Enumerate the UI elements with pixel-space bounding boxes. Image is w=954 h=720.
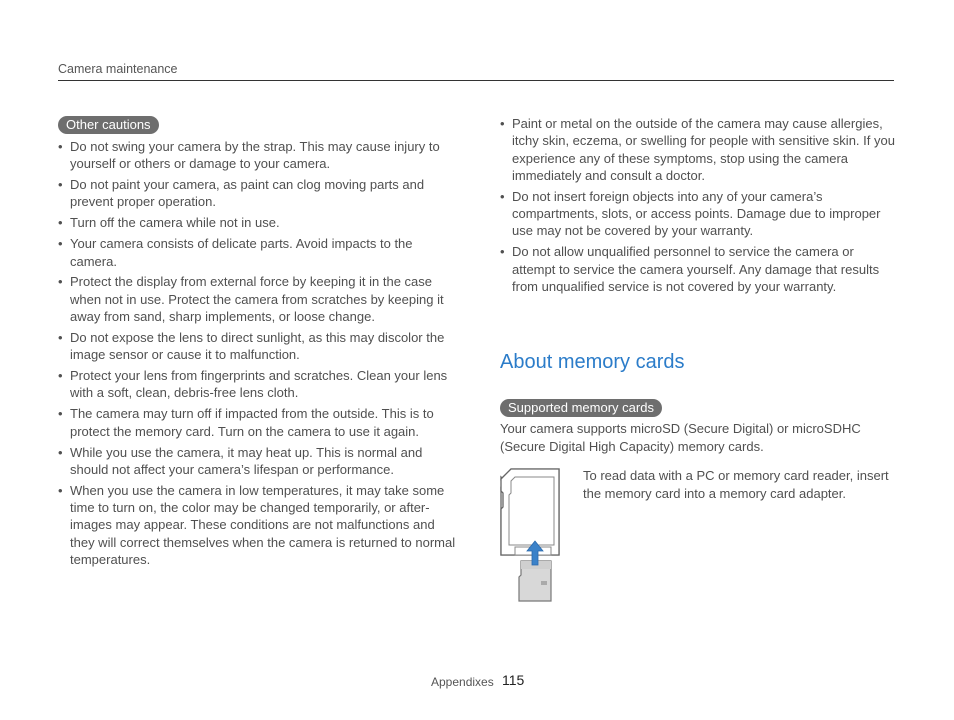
sd-adapter-with-microsd-icon — [497, 465, 561, 607]
header-divider — [58, 80, 894, 81]
list-item: • Do not allow unqualified personnel to service the camera or attempt to service the camera yourself. Any damage that results from unqualified service is not covered by your warranty. — [500, 243, 898, 295]
supported-memory-cards-heading: Supported memory cards — [500, 399, 662, 417]
memory-card-intro: Your camera supports microSD (Secure Digital) or microSDHC (Secure Digital High Capacity) memory cards. — [500, 421, 861, 454]
other-cautions-list — [58, 138, 458, 572]
list-item: • Paint or metal on the outside of the camera may cause allergies, itchy skin, eczema, or swelling for people with sensitive skin. If you experience any of these symptoms, stop using the camera immediately and consult a doctor. — [500, 115, 898, 184]
list-item: • Protect your lens from fingerprints and scratches. Clean your lens with a soft, clean, debris-free lens cloth. — [58, 367, 458, 402]
additional-cautions-list — [500, 115, 898, 299]
other-cautions-heading: Other cautions — [58, 116, 159, 134]
footer-section-label: Appendixes — [431, 675, 494, 689]
list-item: • While you use the camera, it may heat up. This is normal and should not affect your camera’s lifespan or performance. — [58, 444, 458, 479]
list-item: • Do not insert foreign objects into any of your camera’s compartments, slots, or access points. Damage due to improper use may not be covered by your warranty. — [500, 188, 898, 240]
list-item: • When you use the camera in low temperatures, it may take some time to turn on, the color may be changed temporarily, or after-images may appear. These conditions are not malfunctions and they will correct themselves when the camera is returned to normal temperatures. — [58, 482, 458, 568]
list-item: • Do not paint your camera, as paint can clog moving parts and prevent proper operation. — [58, 176, 458, 211]
adapter-note: To read data with a PC or memory card reader, insert the memory card into a memory card adapter. — [583, 468, 889, 501]
list-item: • Your camera consists of delicate parts. Avoid impacts to the camera. — [58, 235, 458, 270]
list-item: • Turn off the camera while not in use. — [58, 214, 458, 231]
list-item: • Protect the display from external force by keeping it in the case when not in use. Protect the camera from scratches by keeping it away from sand, sharp implements, or loose change. — [58, 273, 458, 325]
list-item: • The camera may turn off if impacted from the outside. This is to protect the memory card. Turn on the camera to use it again. — [58, 405, 458, 440]
about-memory-cards-title: About memory cards — [500, 351, 685, 373]
page-number: 115 — [502, 672, 525, 688]
page-header-title: Camera maintenance — [58, 62, 178, 76]
list-item: • Do not swing your camera by the strap. This may cause injury to yourself or others or damage to your camera. — [58, 138, 458, 173]
list-item: • Do not expose the lens to direct sunlight, as this may discolor the image sensor or cause it to malfunction. — [58, 329, 458, 364]
